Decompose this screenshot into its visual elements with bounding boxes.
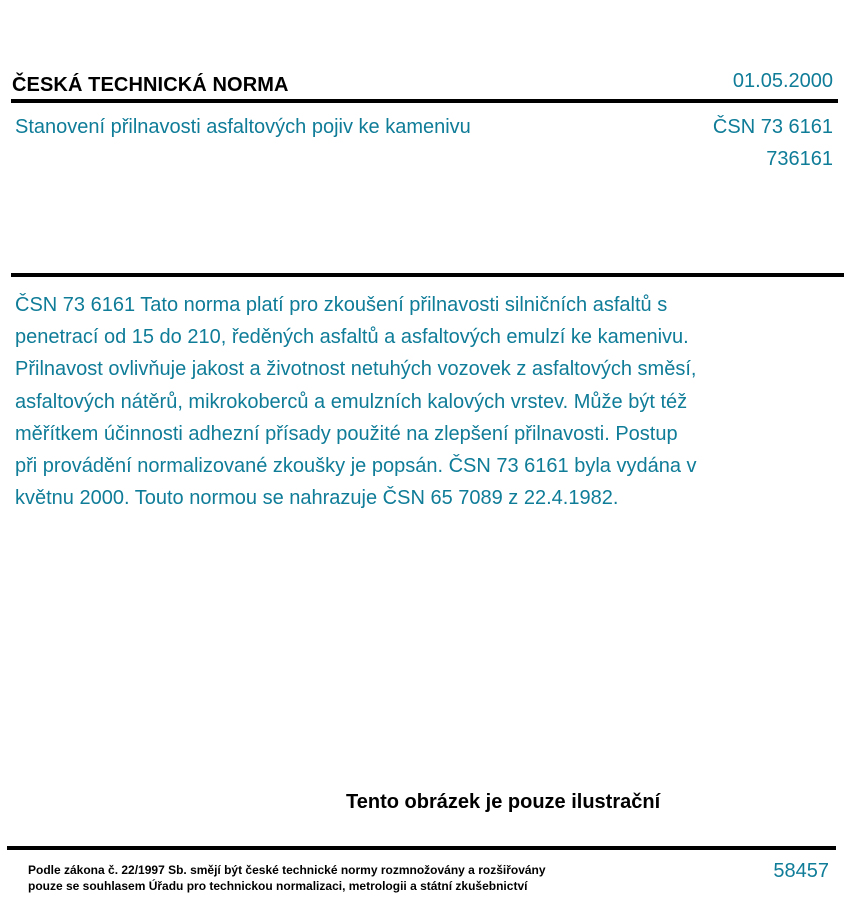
section-divider — [11, 273, 844, 277]
header-divider — [11, 99, 838, 103]
document-code: ČSN 73 6161 — [712, 116, 833, 138]
legal-line: Podle zákona č. 22/1997 Sb. smějí být české technické normy rozmnožovány a rozšiřovány — [28, 863, 546, 877]
abstract-line: ČSN 73 6161 Tato norma platí pro zkoušení přilnavosti silničních asfaltů s — [15, 294, 668, 316]
abstract-text — [15, 289, 765, 514]
catalog-number: 58457 — [773, 860, 829, 882]
norm-title: ČESKÁ TECHNICKÁ NORMA — [12, 74, 289, 96]
illustration-note: Tento obrázek je pouze ilustrační — [346, 791, 661, 813]
document-subject: Stanovení přilnavosti asfaltových pojiv ke kamenivu — [15, 116, 471, 138]
issue-date: 01.05.2000 — [732, 70, 833, 92]
abstract-line: měřítkem účinnosti adhezní přísady použité na zlepšení přilnavosti. Postup — [15, 422, 678, 445]
document-number: 736161 — [766, 148, 833, 170]
legal-note — [28, 862, 546, 894]
abstract-line: při provádění normalizované zkoušky je popsán. ČSN 73 6161 byla vydána v — [15, 455, 697, 478]
legal-line: pouze se souhlasem Úřadu pro technickou normalizaci, metrologii a státní zkušebnictví — [28, 879, 528, 893]
abstract-line: asfaltových nátěrů, mikrokoberců a emulzních kalových vrstev. Může být též — [15, 390, 688, 413]
footer-divider — [7, 846, 836, 850]
abstract-line: květnu 2000. Touto normou se nahrazuje ČSN 65 7089 z 22.4.1982. — [15, 487, 619, 510]
abstract-line: penetrací od 15 do 210, ředěných asfaltů a asfaltových emulzí ke kamenivu. — [15, 326, 689, 349]
abstract-line: Přilnavost ovlivňuje jakost a životnost netuhých vozovek z asfaltových směsí, — [15, 358, 697, 381]
